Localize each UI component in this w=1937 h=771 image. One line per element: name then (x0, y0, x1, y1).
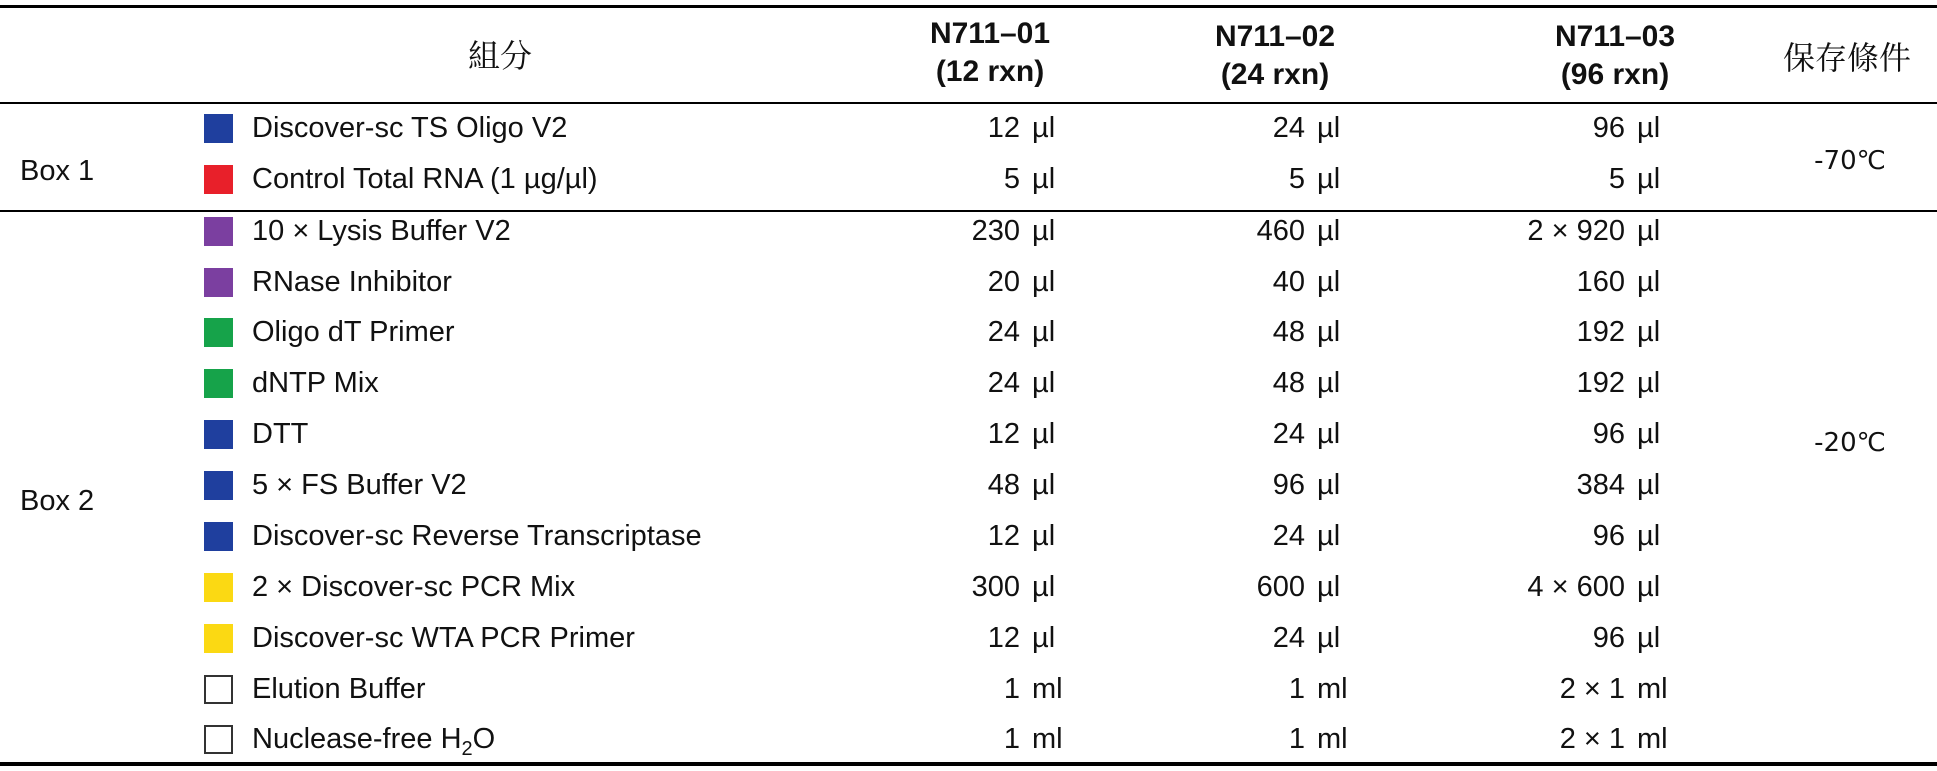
amount-value: 24 (1272, 622, 1305, 654)
component-name (252, 365, 379, 401)
amount-n711-01 (900, 569, 1082, 605)
amount-n711-01 (900, 264, 1082, 300)
amount-n711-03 (1455, 314, 1687, 350)
color-swatch (204, 114, 233, 143)
table-top-rule (0, 5, 1937, 8)
amount-unit: µl (1317, 367, 1341, 399)
amount-n711-01 (900, 721, 1082, 757)
amount-unit: µl (1637, 622, 1661, 654)
amount-unit: µl (1032, 571, 1056, 603)
color-swatch (204, 471, 233, 500)
header-storage: 保存條件 (1782, 39, 1911, 77)
amount-n711-03 (1455, 213, 1687, 249)
table-row (0, 409, 1937, 460)
amount-value: 2 × 1 (1559, 673, 1625, 705)
component-name-text: DTT (252, 418, 309, 450)
amount-value: 12 (987, 520, 1020, 552)
amount-n711-02 (1185, 721, 1367, 757)
component-name-text: Elution Buffer (252, 673, 426, 705)
color-swatch (204, 624, 233, 653)
component-name-text: 10 × Lysis Buffer V2 (252, 215, 511, 247)
component-name-suffix: O (472, 723, 496, 755)
amount-value: 1 (1003, 723, 1020, 755)
amount-n711-01 (900, 161, 1082, 197)
amount-unit: µl (1317, 520, 1341, 552)
amount-value: 5 (1003, 163, 1020, 195)
amount-n711-01 (900, 416, 1082, 452)
component-name-text: RNase Inhibitor (252, 266, 452, 298)
amount-value: 1 (1288, 723, 1305, 755)
amount-unit: µl (1032, 163, 1056, 195)
amount-value: 230 (971, 215, 1020, 247)
amount-value: 96 (1592, 622, 1625, 654)
amount-unit: µl (1032, 112, 1056, 144)
amount-unit: µl (1637, 112, 1661, 144)
amount-n711-03 (1455, 721, 1687, 757)
amount-n711-03 (1455, 416, 1687, 452)
amount-unit: µl (1317, 112, 1341, 144)
component-name (252, 161, 598, 197)
amount-n711-03 (1455, 467, 1687, 503)
amount-unit: ml (1317, 673, 1348, 705)
table-row (0, 460, 1937, 511)
component-name (252, 110, 567, 146)
amount-value: 12 (987, 622, 1020, 654)
amount-value: 5 (1288, 163, 1305, 195)
component-name-text: 2 × Discover-sc PCR Mix (252, 571, 576, 603)
amount-value: 40 (1272, 266, 1305, 298)
color-swatch (204, 675, 233, 704)
amount-value: 24 (987, 316, 1020, 348)
table-row (0, 257, 1937, 308)
color-swatch (204, 268, 233, 297)
box-1-storage: -70℃ (1814, 146, 1886, 176)
amount-n711-01 (900, 110, 1082, 146)
amount-n711-02 (1185, 467, 1367, 503)
color-swatch (204, 165, 233, 194)
amount-n711-03 (1455, 161, 1687, 197)
amount-n711-02 (1185, 620, 1367, 656)
header-n711-03 (1515, 18, 1715, 94)
component-name-subscript: 2 (461, 737, 473, 760)
amount-unit: µl (1317, 469, 1341, 501)
amount-value: 12 (987, 418, 1020, 450)
amount-unit: µl (1317, 266, 1341, 298)
amount-n711-03 (1455, 110, 1687, 146)
header-n711-02 (1175, 18, 1375, 94)
amount-n711-01 (900, 620, 1082, 656)
component-name-text: Oligo dT Primer (252, 316, 455, 348)
amount-value: 600 (1256, 571, 1305, 603)
amount-unit: µl (1032, 418, 1056, 450)
header-n711-03-code: N711–03 (1554, 20, 1676, 53)
amount-value: 192 (1576, 316, 1625, 348)
color-swatch (204, 725, 233, 754)
box-2-label: Box 2 (20, 485, 95, 517)
header-n711-01-rxn: (12 rxn) (935, 55, 1045, 88)
amount-value: 2 × 920 (1527, 215, 1625, 247)
component-name (252, 264, 452, 300)
component-name (252, 569, 575, 605)
header-n711-02-code: N711–02 (1214, 20, 1336, 53)
amount-value: 1 (1003, 673, 1020, 705)
amount-value: 24 (1272, 418, 1305, 450)
amount-unit: µl (1637, 571, 1661, 603)
amount-unit: µl (1317, 316, 1341, 348)
amount-value: 24 (1272, 112, 1305, 144)
amount-unit: ml (1032, 723, 1063, 755)
amount-value: 12 (987, 112, 1020, 144)
amount-unit: µl (1032, 520, 1056, 552)
amount-unit: µl (1032, 622, 1056, 654)
amount-value: 96 (1592, 418, 1625, 450)
amount-value: 48 (1272, 316, 1305, 348)
amount-unit: µl (1637, 316, 1661, 348)
table-row (0, 613, 1937, 664)
amount-unit: µl (1032, 367, 1056, 399)
amount-n711-03 (1455, 569, 1687, 605)
amount-value: 160 (1576, 266, 1625, 298)
amount-value: 192 (1576, 367, 1625, 399)
table-row (0, 511, 1937, 562)
amount-value: 24 (1272, 520, 1305, 552)
component-name (252, 620, 635, 656)
amount-unit: µl (1317, 418, 1341, 450)
amount-unit: µl (1032, 266, 1056, 298)
table-row (0, 714, 1937, 765)
amount-n711-03 (1455, 620, 1687, 656)
amount-n711-03 (1455, 365, 1687, 401)
amount-value: 48 (987, 469, 1020, 501)
amount-unit: µl (1317, 163, 1341, 195)
amount-n711-02 (1185, 213, 1367, 249)
table-row (0, 562, 1937, 613)
amount-unit: µl (1317, 571, 1341, 603)
amount-unit: ml (1637, 673, 1668, 705)
component-name-text: 5 × FS Buffer V2 (252, 469, 467, 501)
amount-n711-02 (1185, 264, 1367, 300)
amount-n711-03 (1455, 264, 1687, 300)
header-component: 組分 (467, 37, 532, 75)
amount-n711-02 (1185, 110, 1367, 146)
table-row (0, 664, 1937, 715)
amount-n711-01 (900, 671, 1082, 707)
amount-value: 96 (1592, 112, 1625, 144)
amount-value: 1 (1288, 673, 1305, 705)
amount-value: 5 (1608, 163, 1625, 195)
component-name (252, 721, 495, 767)
color-swatch (204, 522, 233, 551)
amount-n711-01 (900, 314, 1082, 350)
amount-unit: ml (1317, 723, 1348, 755)
component-name-text: Discover-sc Reverse Transcriptase (252, 520, 702, 552)
amount-n711-03 (1455, 671, 1687, 707)
box-1-label: Box 1 (20, 155, 95, 187)
amount-n711-01 (900, 213, 1082, 249)
amount-value: 96 (1592, 520, 1625, 552)
box-2-storage: -20℃ (1814, 428, 1886, 458)
amount-n711-02 (1185, 569, 1367, 605)
color-swatch (204, 318, 233, 347)
color-swatch (204, 573, 233, 602)
amount-n711-02 (1185, 416, 1367, 452)
amount-n711-03 (1455, 518, 1687, 554)
amount-n711-02 (1185, 518, 1367, 554)
table-row (0, 154, 1937, 205)
amount-unit: µl (1637, 266, 1661, 298)
amount-value: 2 × 1 (1559, 723, 1625, 755)
amount-unit: µl (1637, 215, 1661, 247)
amount-unit: ml (1032, 673, 1063, 705)
amount-unit: µl (1637, 520, 1661, 552)
amount-unit: µl (1317, 622, 1341, 654)
amount-n711-01 (900, 467, 1082, 503)
table-row (0, 358, 1937, 409)
component-name (252, 671, 426, 707)
amount-unit: µl (1032, 316, 1056, 348)
header-n711-01-code: N711–01 (929, 17, 1051, 50)
amount-unit: ml (1637, 723, 1668, 755)
component-name-text: Control Total RNA (1 µg/µl) (252, 163, 598, 195)
amount-n711-02 (1185, 161, 1367, 197)
amount-unit: µl (1317, 215, 1341, 247)
amount-value: 4 × 600 (1527, 571, 1625, 603)
amount-value: 300 (971, 571, 1020, 603)
color-swatch (204, 369, 233, 398)
amount-value: 48 (1272, 367, 1305, 399)
amount-n711-02 (1185, 365, 1367, 401)
component-name-prefix: Nuclease-free H (252, 723, 462, 755)
amount-unit: µl (1637, 418, 1661, 450)
header-n711-01 (890, 15, 1090, 91)
component-name-text: Discover-sc WTA PCR Primer (252, 622, 635, 654)
amount-value: 96 (1272, 469, 1305, 501)
amount-value: 24 (987, 367, 1020, 399)
component-name (252, 467, 467, 503)
amount-value: 20 (987, 266, 1020, 298)
amount-n711-01 (900, 365, 1082, 401)
amount-unit: µl (1032, 215, 1056, 247)
amount-n711-01 (900, 518, 1082, 554)
header-n711-02-rxn: (24 rxn) (1220, 58, 1330, 91)
component-name (252, 314, 455, 350)
component-name (252, 518, 702, 554)
amount-unit: µl (1637, 367, 1661, 399)
color-swatch (204, 420, 233, 449)
amount-n711-02 (1185, 671, 1367, 707)
component-name-text: Discover-sc TS Oligo V2 (252, 112, 568, 144)
header-n711-03-rxn: (96 rxn) (1560, 58, 1670, 91)
component-name (252, 416, 308, 452)
amount-unit: µl (1637, 469, 1661, 501)
component-name-text: dNTP Mix (252, 367, 379, 399)
table-row (0, 206, 1937, 257)
table-row (0, 307, 1937, 358)
amount-value: 384 (1576, 469, 1625, 501)
amount-unit: µl (1032, 469, 1056, 501)
component-name (252, 213, 511, 249)
color-swatch (204, 217, 233, 246)
table-row (0, 103, 1937, 154)
amount-unit: µl (1637, 163, 1661, 195)
amount-n711-02 (1185, 314, 1367, 350)
amount-value: 460 (1256, 215, 1305, 247)
